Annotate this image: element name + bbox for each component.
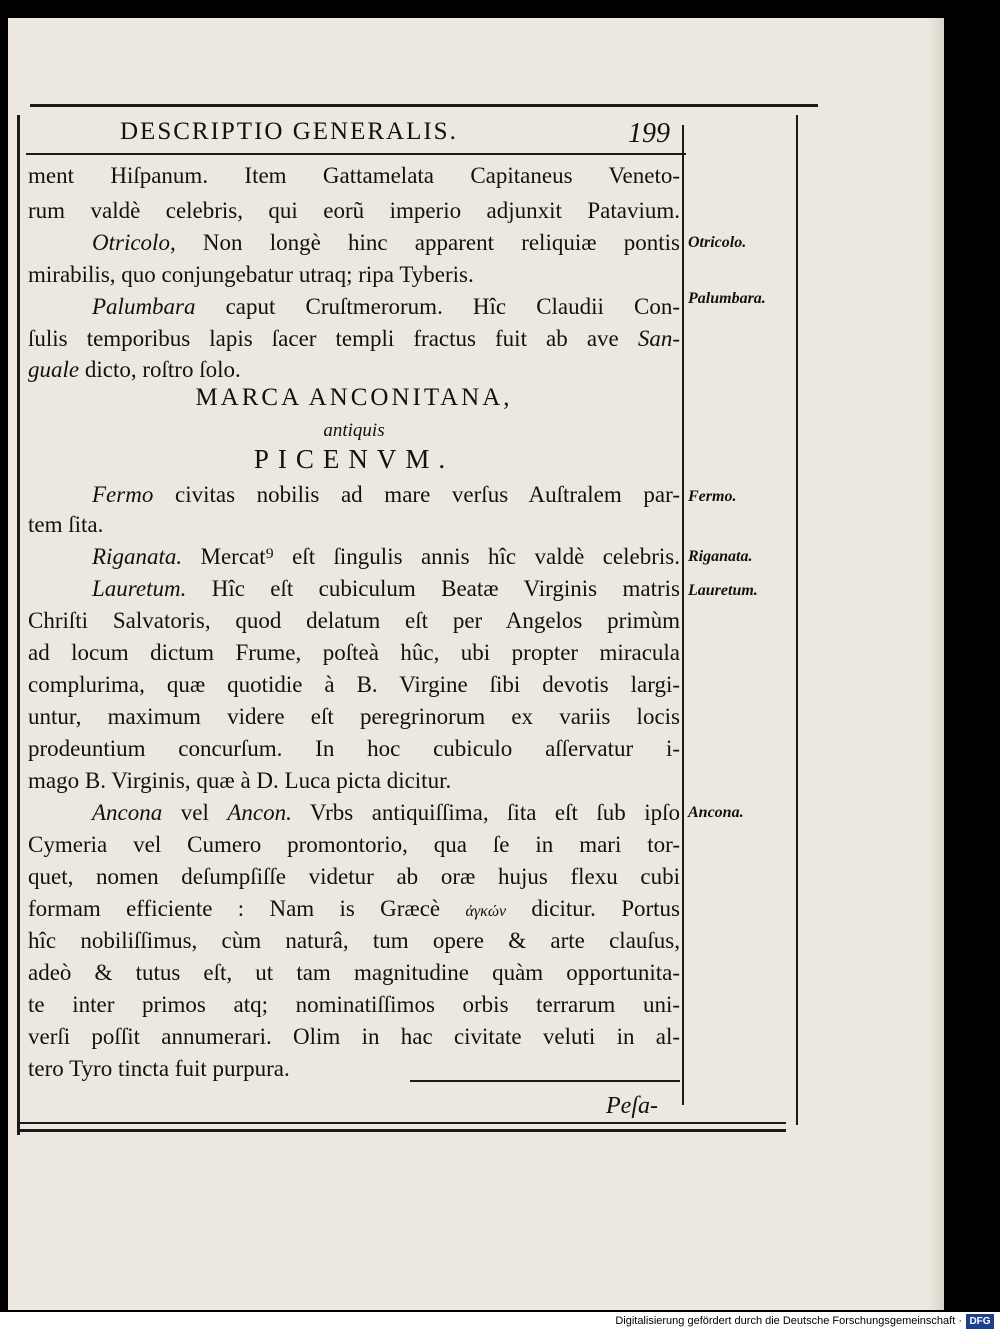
text-span: ſulis temporibus lapis ſacer templi fractus fuit ab ave — [28, 326, 638, 351]
text-line: ment Hiſpanum. Item Gattamelata Capitaneus Veneto- — [28, 163, 680, 188]
place-name: Fermo — [92, 482, 154, 507]
text-line: hîc nobiliſſimus, cùm naturâ, tum opere & arte clauſus, — [28, 928, 680, 953]
text-span: caput Cruſtmerorum. Hîc Claudii Con- — [195, 294, 680, 319]
text-span: formam efficiente : Nam is Græcè — [28, 896, 466, 921]
text-line: verſi poſſit annumerari. Olim in hac civitate veluti in al- — [28, 1024, 680, 1049]
running-header: DESCRIPTIO GENERALIS. — [120, 118, 458, 145]
text-line — [28, 323, 680, 354]
text-span: vel — [162, 800, 228, 825]
header-rule — [26, 153, 686, 155]
text-line: complurima, quæ quotidie à B. Virgine ſibi devotis largi- — [28, 672, 680, 697]
place-name: Ancona — [92, 800, 163, 825]
text-line — [28, 541, 680, 572]
text-line: te inter primos atq; nominatiſſimos orbis terrarum uni- — [28, 992, 680, 1017]
text-span: dicitur. Portus — [506, 896, 681, 921]
text-line — [28, 573, 680, 604]
page-edge-shadow — [930, 18, 944, 1310]
margin-note-lauretum: Lauretum. — [688, 582, 758, 599]
text-line — [28, 354, 680, 385]
text-line: quet, nomen deſumpſiſſe videtur ab oræ hujus flexu cubi — [28, 864, 680, 889]
place-name: Otricolo, — [92, 230, 176, 255]
section-title: MARCA ANCONITANA, — [195, 384, 513, 411]
greek-word: ἀγκών — [465, 903, 507, 920]
page-number: 199 — [628, 118, 670, 149]
footer-credit: Digitalisierung gefördert durch die Deutsche Forschungsgemeinschaft · — [615, 1315, 962, 1327]
margin-note-riganata: Riganata. — [688, 548, 753, 565]
text-line — [28, 227, 680, 258]
text-line: adeò & tutus eſt, ut tam magnitudine quàm opportunita- — [28, 960, 680, 985]
text-line: untur, maximum videre eſt peregrinorum ex variis locis — [28, 704, 680, 729]
text-line — [28, 797, 680, 828]
text-line: rum valdè celebris, qui eorũ imperio adjunxit Patavium. — [28, 198, 680, 223]
place-name: guale — [28, 357, 80, 382]
margin-note-ancona: Ancona. — [688, 804, 744, 821]
section-subtitle: antiquis — [323, 420, 385, 441]
text-line: Chriſti Salvatoris, quod delatum eſt per Angelos primùm — [28, 608, 680, 633]
text-span: Hîc eſt cubiculum Beatæ Virginis matris — [186, 576, 680, 601]
place-name: Palumbara — [92, 294, 196, 319]
catchword: Peſa- — [606, 1093, 658, 1119]
place-name: San- — [637, 326, 680, 351]
outer-right-rule — [796, 115, 798, 1125]
text-line: tero Tyro tincta fuit purpura. — [28, 1056, 290, 1081]
text-span: dicto, roſtro ſolo. — [79, 357, 241, 382]
text-line: mirabilis, quo conjungebatur utraq; ripa Tyberis. — [28, 262, 474, 287]
margin-note-palumbara: Palumbara. — [688, 290, 766, 307]
text-line: ad locum dictum Frume, poſteà hûc, ubi propter miracula — [28, 640, 680, 665]
top-rule — [30, 104, 818, 107]
margin-note-otricolo: Otricolo. — [688, 234, 747, 251]
section-ancient-name: PICENVM. — [253, 444, 455, 474]
dfg-logo: DFG — [966, 1314, 994, 1329]
digitization-footer — [0, 1312, 1000, 1332]
text-line: prodeuntium concurſum. In hoc cubiculo aſſervatur i- — [28, 736, 680, 761]
text-span: civitas nobilis ad mare verſus Auſtralem par- — [153, 482, 680, 507]
text-span: Non longè hinc apparent reliquiæ pontis — [175, 230, 680, 255]
bottom-rule-2 — [20, 1129, 786, 1132]
place-name: Lauretum. — [92, 576, 187, 601]
place-name: Riganata. — [92, 544, 183, 569]
text-line: Cymeria vel Cumero promontorio, qua ſe in mari tor- — [28, 832, 680, 857]
place-name: Ancon. — [227, 800, 292, 825]
left-rule — [17, 115, 20, 1135]
margin-note-fermo: Fermo. — [688, 488, 737, 505]
text-line: mago B. Virginis, quæ à D. Luca picta dicitur. — [28, 768, 452, 793]
text-span: Mercat⁹ eſt ſingulis annis hîc valdè celebris. — [182, 544, 680, 569]
text-line — [28, 893, 680, 927]
text-span: Vrbs antiquiſſima, ſita eſt ſub ipſo — [291, 800, 680, 825]
column-rule — [682, 125, 684, 1105]
bottom-rule-1 — [20, 1122, 786, 1124]
text-line — [28, 291, 680, 322]
text-line — [28, 479, 680, 510]
text-line: tem ſita. — [28, 512, 104, 537]
